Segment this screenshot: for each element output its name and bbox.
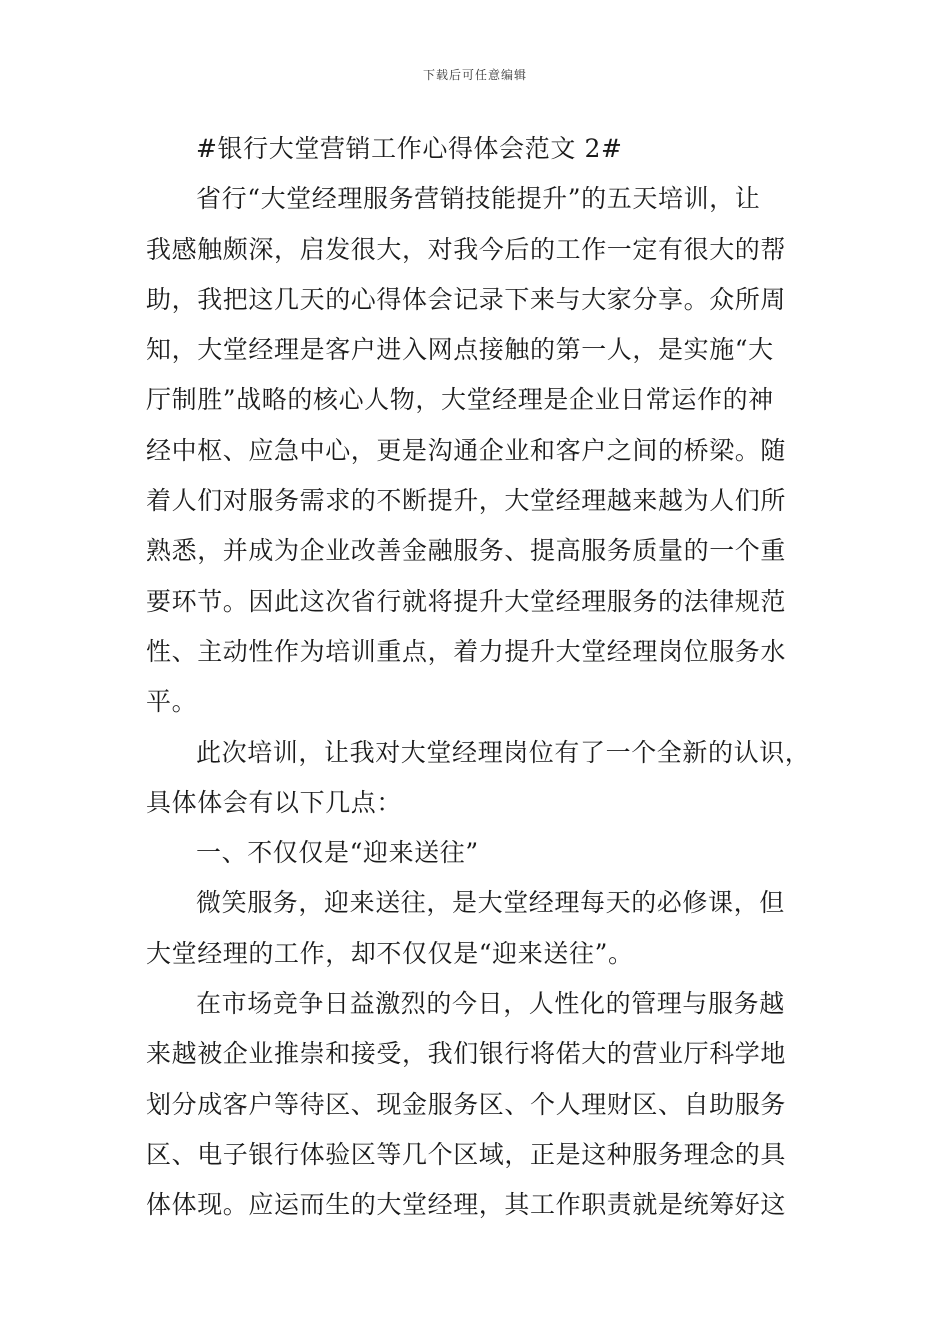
paragraph-line: 体体现。应运而生的大堂经理，其工作职责就是统筹好这 — [146, 1190, 787, 1220]
paragraph-line: 在市场竞争日益激烈的今日，人性化的管理与服务越 — [196, 989, 785, 1019]
paragraph-line: 着人们对服务需求的不断提升，大堂经理越来越为人们所 — [146, 486, 787, 516]
paragraph-line: 性、主动性作为培训重点，着力提升大堂经理岗位服务水 — [146, 636, 787, 666]
paragraph-line: 来越被企业推崇和接受，我们银行将偌大的营业厅科学地 — [146, 1039, 787, 1069]
paragraph-line: 熟悉，并成为企业改善金融服务、提高服务质量的一个重 — [146, 536, 787, 566]
paragraph-line: 经中枢、应急中心，更是沟通企业和客户之间的桥梁。随 — [146, 435, 787, 465]
paragraph-line: 平。 — [146, 687, 198, 717]
paragraph-line: 要环节。因此这次省行就将提升大堂经理服务的法律规范 — [146, 586, 787, 616]
paragraph-line: 我感触颇深，启发很大，对我今后的工作一定有很大的帮 — [146, 234, 787, 264]
paragraph-line: 微笑服务，迎来送往，是大堂经理每天的必修课，但 — [196, 888, 785, 918]
paragraph-line: 省行“大堂经理服务营销技能提升”的五天培训，让 — [196, 184, 761, 214]
document-title: #银行大堂营销工作心得体会范文 2# — [196, 134, 623, 163]
paragraph-line: 知，大堂经理是客户进入网点接触的第一人，是实施“大 — [146, 335, 774, 365]
paragraph-line: 厅制胜”战略的核心人物，大堂经理是企业日常运作的神 — [146, 385, 774, 415]
section-heading: 一、不仅仅是“迎来送往” — [196, 838, 479, 868]
page-header-note: 下载后可任意编辑 — [422, 68, 527, 82]
paragraph-line: 此次培训，让我对大堂经理岗位有了一个全新的认识， — [196, 737, 811, 767]
paragraph-line: 划分成客户等待区、现金服务区、个人理财区、自助服务 — [146, 1089, 787, 1119]
paragraph-line: 助，我把这几天的心得体会记录下来与大家分享。众所周 — [146, 284, 787, 314]
paragraph-line: 区、电子银行体验区等几个区域，正是这种服务理念的具 — [146, 1139, 787, 1169]
document-body — [146, 124, 811, 1231]
paragraph-line: 具体体会有以下几点： — [146, 787, 403, 817]
paragraph-line: 大堂经理的工作，却不仅仅是“迎来送往”。 — [146, 938, 634, 968]
